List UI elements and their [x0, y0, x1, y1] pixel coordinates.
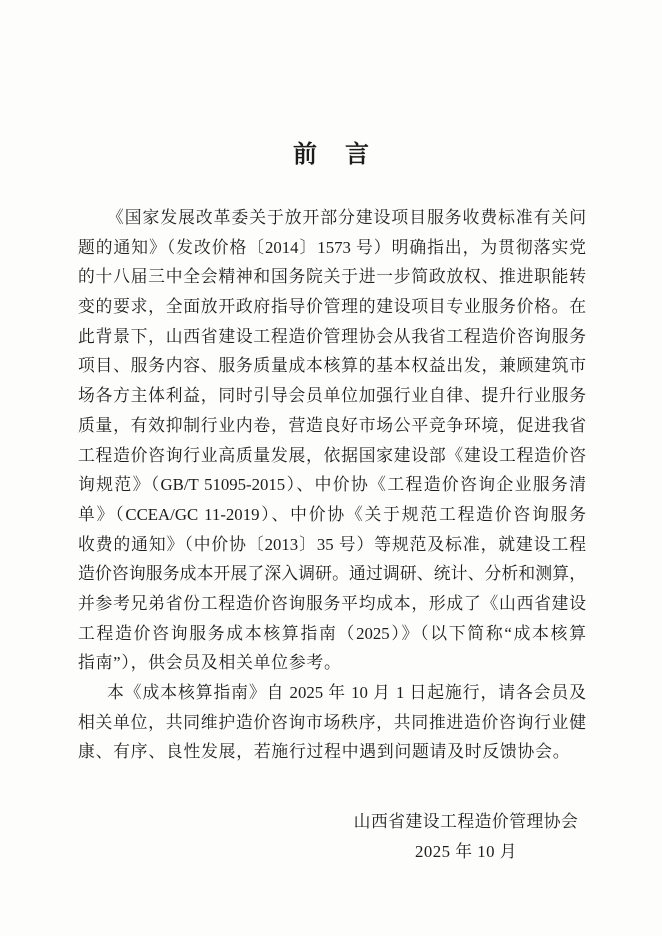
paragraph-line: 《国家发展改革委关于放开部分建设项目服务收费标准有关问 [107, 208, 586, 227]
paragraph-line: 场各方主体利益，同时引导会员单位加强行业自律、提升行业服务 [78, 386, 586, 406]
signature-date: 2025 年 10 月 [415, 842, 517, 861]
paragraph-line: 质量，有效抑制行业内卷，营造良好市场公平竞争环境，促进我省 [78, 415, 586, 435]
page-title: 前 言 [293, 142, 380, 168]
paragraph-line: 指南”），供会员及相关单位参考。 [78, 653, 342, 673]
paragraph-line: 此背景下，山西省建设工程造价管理协会从我省工程造价咨询服务 [78, 326, 586, 346]
paragraph [78, 678, 586, 767]
signature-organization: 山西省建设工程造价管理协会 [353, 812, 579, 831]
paragraph [78, 203, 586, 678]
paragraph-line: 单》（CCEA/GC 11-2019）、中价协《关于规范工程造价咨询服务 [78, 504, 586, 524]
paragraph-line: 本《成本核算指南》自 2025 年 10 月 1 日起施行，请各会员及 [107, 683, 586, 702]
paragraph-line: 项目、服务内容、服务质量成本核算的基本权益出发，兼顾建筑市 [78, 356, 586, 376]
paragraph-line: 工程造价咨询行业高质量发展，依据国家建设部《建设工程造价咨 [78, 445, 586, 465]
paragraph-line: 相关单位，共同维护造价咨询市场秩序，共同推进造价咨询行业健 [78, 712, 586, 732]
paragraph-line: 工程造价咨询服务成本核算指南（2025）》（以下简称“成本核算 [78, 623, 586, 643]
paragraph-line: 询规范》（GB/T 51095-2015）、中价协《工程造价咨询企业服务清 [78, 475, 586, 495]
paragraph-line: 收费的通知》（中价协〔2013〕35 号）等规范及标准，就建设工程 [78, 534, 586, 554]
signature-block [350, 807, 582, 867]
paragraph-line: 的十八届三中全会精神和国务院关于进一步简政放权、推进职能转 [78, 267, 586, 287]
paragraph-line: 变的要求，全面放开政府指导价管理的建设项目专业服务价格。在 [78, 297, 586, 317]
paragraph-line: 康、有序、良性发展，若施行过程中遇到问题请及时反馈协会。 [78, 742, 571, 762]
paragraph-line: 并参考兄弟省份工程造价咨询服务平均成本，形成了《山西省建设 [78, 593, 586, 613]
body-text [78, 203, 586, 767]
paragraph-line: 题的通知》（发改价格〔2014〕1573 号）明确指出，为贯彻落实党 [78, 237, 586, 257]
paragraph-line: 造价咨询服务成本开展了深入调研。通过调研、统计、分析和测算， [78, 564, 586, 584]
